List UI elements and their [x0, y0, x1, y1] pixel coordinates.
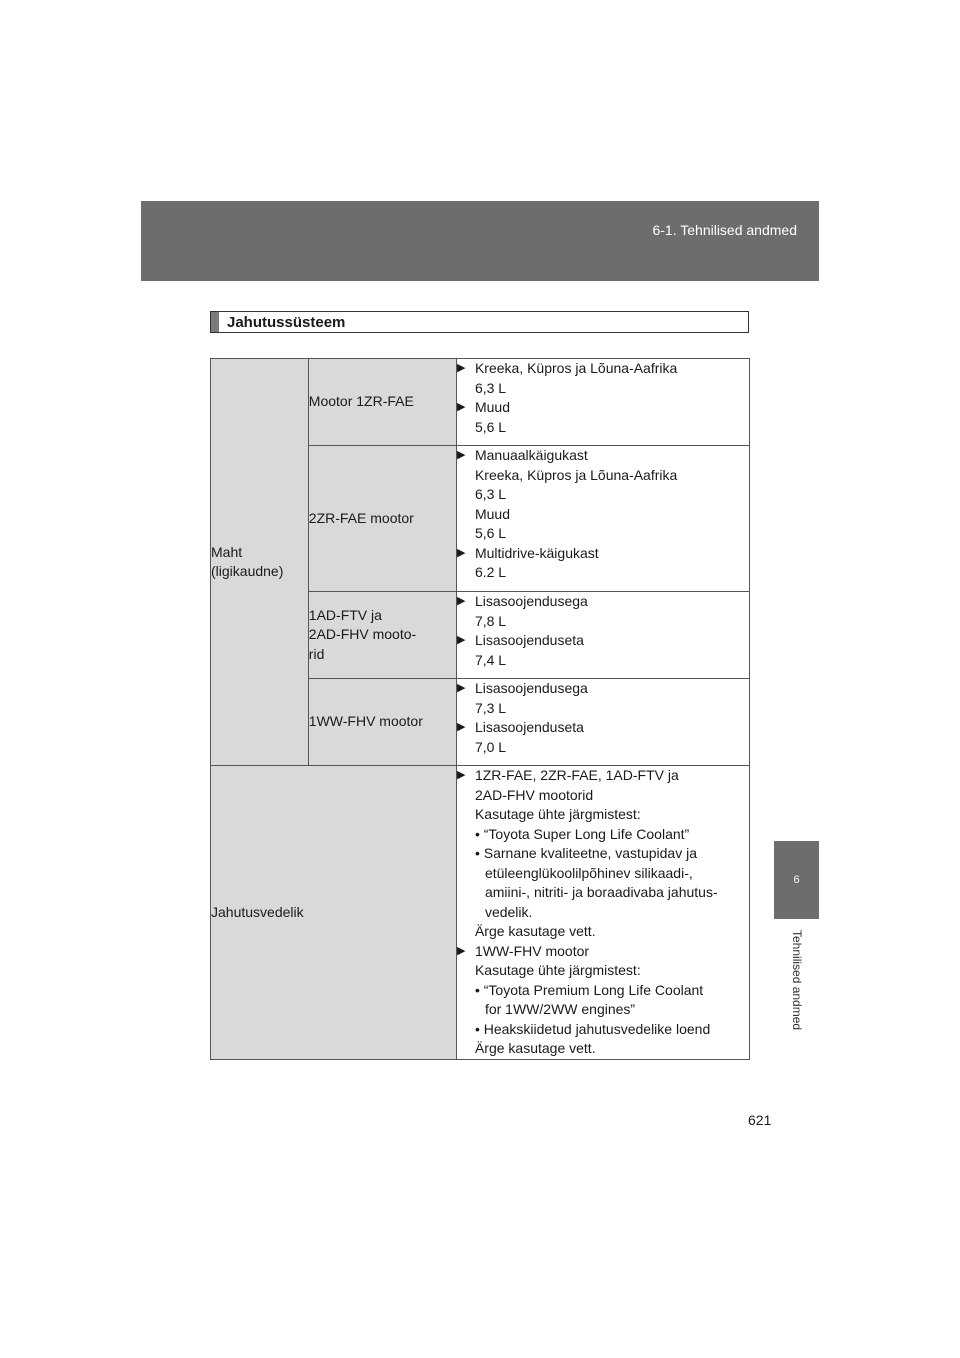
play-arrow-icon: ▶ [456, 769, 466, 781]
item-value: 6,3 L [474, 379, 507, 396]
coolant-value-cell [456, 766, 749, 1060]
item-subheading: Muud [474, 505, 510, 522]
coolant-intro: Kasutage ühte järgmistest: [474, 806, 641, 822]
list-item [457, 679, 749, 718]
list-item [457, 544, 749, 583]
section-title-bar [211, 312, 219, 332]
list-item [457, 592, 749, 631]
coolant-bullet: • Sarnane kvaliteetne, vastupidav ja [474, 845, 697, 861]
coolant-label-cell [211, 766, 457, 1060]
coolant-bullet: • Heakskiidetud jahutusvedelike loend [474, 1020, 711, 1037]
value-cell [456, 592, 749, 679]
play-arrow-icon: ▶ [456, 634, 466, 646]
item-heading: Kreeka, Küpros ja Lõuna-Aafrika [474, 360, 678, 376]
item-value: 6,3 L [474, 486, 507, 502]
coolant-group-heading: 1WW-FHV mootor [474, 942, 590, 959]
item-heading: Multidrive-käigukast [474, 544, 599, 561]
play-arrow-icon: ▶ [456, 682, 466, 694]
item-heading: Lisasoojenduseta [474, 632, 584, 648]
item-heading: Lisasoojendusega [474, 680, 588, 696]
section-title [210, 311, 749, 333]
value-cell [456, 679, 749, 766]
item-value: 5,6 L [474, 418, 507, 435]
spec-table [210, 358, 750, 1060]
coolant-group-heading: 2AD-FHV mootorid [474, 786, 594, 803]
coolant-note: Ärge kasutage vett. [474, 1040, 596, 1056]
table-row [211, 359, 750, 446]
play-arrow-icon: ▶ [456, 944, 466, 957]
engine-label-cell [308, 592, 456, 679]
coolant-bullet-cont: etüleenglükoolilpõhinev silikaadi-, [484, 864, 693, 881]
table-row [211, 766, 750, 1060]
item-subheading: Kreeka, Küpros ja Lõuna-Aafrika [474, 466, 678, 483]
value-cell [456, 359, 749, 446]
coolant-note: Ärge kasutage vett. [474, 923, 596, 939]
page-number: 621 [748, 1112, 772, 1128]
item-value: 7,8 L [474, 612, 507, 629]
list-item [457, 766, 749, 805]
chapter-tab [774, 841, 819, 919]
header-section-title: 6-1. Tehnilised andmed [652, 222, 797, 238]
play-arrow-icon: ▶ [456, 401, 466, 413]
item-heading: Manuaalkäigukast [474, 447, 588, 463]
coolant-bullet-cont: amiini-, nitriti- ja boraadivaba jahutus- [484, 884, 718, 900]
item-value: 7,0 L [474, 738, 507, 755]
item-value: 5,6 L [474, 525, 507, 541]
header-band [141, 201, 819, 281]
play-arrow-icon: ▶ [456, 721, 466, 733]
item-value: 7,3 L [474, 699, 507, 716]
engine-label: 1AD-FTV ja [308, 606, 382, 623]
value-cell [456, 446, 749, 592]
capacity-label: Maht [211, 543, 243, 560]
coolant-bullet: • “Toyota Premium Long Life Coolant [474, 981, 704, 998]
list-item [457, 446, 749, 544]
engine-label: 1WW-FHV mootor [308, 713, 423, 730]
list-item [457, 718, 749, 757]
engine-label-cell [308, 446, 456, 592]
item-value: 7,4 L [474, 651, 507, 668]
play-arrow-icon: ▶ [456, 595, 466, 607]
engine-label-cell [308, 359, 456, 446]
list-item [457, 631, 749, 670]
chapter-number: 6 [793, 874, 800, 886]
play-arrow-icon: ▶ [456, 449, 466, 461]
engine-label: Mootor 1ZR-FAE [308, 393, 414, 410]
item-heading: Lisasoojendusega [474, 593, 588, 609]
engine-label: 2AD-FHV mooto- [308, 626, 417, 643]
capacity-label-note: (ligikaudne) [211, 563, 284, 579]
engine-label: 2ZR-FAE mootor [308, 509, 414, 526]
play-arrow-icon: ▶ [456, 546, 466, 559]
engine-label-cell [308, 679, 456, 766]
capacity-label-cell [211, 359, 309, 766]
item-value: 6.2 L [474, 564, 507, 580]
list-item [457, 942, 749, 962]
list-item [457, 359, 749, 398]
coolant-bullet-cont: vedelik. [484, 903, 533, 920]
chapter-label: Tehnilised andmed [790, 930, 804, 1031]
section-title-text: Jahutussüsteem [227, 313, 346, 331]
play-arrow-icon: ▶ [456, 362, 466, 374]
coolant-bullet-cont: for 1WW/2WW engines” [484, 1001, 636, 1017]
item-heading: Lisasoojenduseta [474, 719, 584, 735]
item-heading: Muud [474, 399, 510, 415]
coolant-label: Jahutusvedelik [211, 903, 304, 920]
coolant-group-heading: 1ZR-FAE, 2ZR-FAE, 1AD-FTV ja [474, 767, 679, 783]
list-item [457, 398, 749, 437]
coolant-intro: Kasutage ühte järgmistest: [474, 962, 641, 978]
coolant-bullet: • “Toyota Super Long Life Coolant” [474, 825, 690, 842]
engine-label: rid [308, 645, 325, 662]
